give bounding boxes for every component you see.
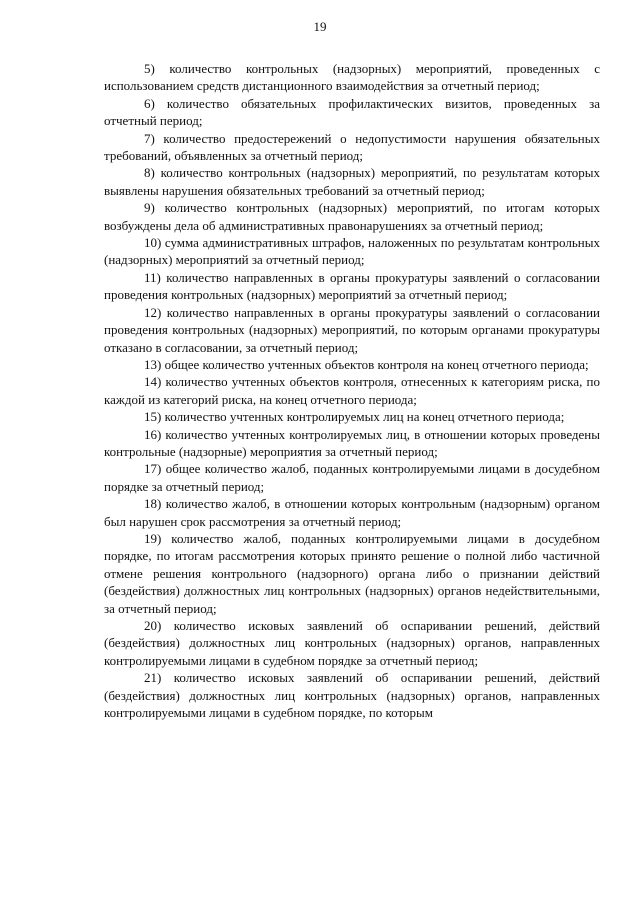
list-item-12: 12) количество направленных в органы прокуратуры заявлений о согласовании проведения контрольных (надзорных) мероприятий, по которым органами прокуратуры отказано в согласовании, за отчетный период; bbox=[104, 304, 600, 355]
list-item-20: 20) количество исковых заявлений об оспаривании решений, действий (бездействия) должностных лиц контрольных (надзорных) органов, направленных контролируемыми лицами в судебном порядке за отчетный период; bbox=[104, 618, 600, 668]
list-item-13: 13) общее количество учтенных объектов контроля на конец отчетного периода; bbox=[144, 356, 589, 372]
document-body bbox=[104, 60, 600, 721]
list-item-21: 21) количество исковых заявлений об оспаривании решений, действий (бездействия) должностных лиц контрольных (надзорных) органов, направленных контролируемыми лицами в судебном порядке, по которым bbox=[104, 670, 600, 721]
list-item-14: 14) количество учтенных объектов контроля, отнесенных к категориям риска, по каждой из категорий риска, на конец отчетного периода; bbox=[104, 374, 600, 407]
list-item-11: 11) количество направленных в органы прокуратуры заявлений о согласовании проведения контрольных (надзорных) мероприятий за отчетный период; bbox=[104, 269, 600, 303]
list-item-10: 10) сумма административных штрафов, наложенных по результатам контрольных (надзорных) мероприятий за отчетный период; bbox=[104, 235, 600, 268]
list-item-7: 7) количество предостережений о недопустимости нарушения обязательных требований, объявленных за отчетный период; bbox=[104, 130, 600, 164]
list-item-8: 8) количество контрольных (надзорных) мероприятий, по результатам которых выявлены нарушения обязательных требований за отчетный период; bbox=[104, 165, 600, 198]
list-item-17: 17) общее количество жалоб, поданных контролируемыми лицами в досудебном порядке за отчетный период; bbox=[104, 461, 600, 494]
list-item-9: 9) количество контрольных (надзорных) мероприятий, по итогам которых возбуждены дела об административных правонарушениях за отчетный период; bbox=[104, 200, 600, 233]
list-item-19: 19) количество жалоб, поданных контролируемыми лицами в досудебном порядке, по итогам рассмотрения которых принято решение о полной либо частичной отмене решения контрольного (надзорного) органа либо о признании действий (бездействия) должностных лиц контрольных (надзорных) органов недействительными, за отчетный период; bbox=[104, 530, 600, 616]
list-item-18: 18) количество жалоб, в отношении которых контрольным (надзорным) органом был нарушен срок рассмотрения за отчетный период; bbox=[104, 496, 600, 529]
list-item-5: 5) количество контрольных (надзорных) мероприятий, проведенных с использованием средств дистанционного взаимодействия за отчетный период; bbox=[104, 61, 600, 94]
list-item-6: 6) количество обязательных профилактических визитов, проведенных за отчетный период; bbox=[104, 95, 600, 129]
list-item-16: 16) количество учтенных контролируемых лиц, в отношении которых проведены контрольные (надзорные) мероприятия за отчетный период; bbox=[104, 426, 600, 459]
page-number: 19 bbox=[313, 19, 327, 34]
list-item-15: 15) количество учтенных контролируемых лиц на конец отчетного периода; bbox=[144, 409, 565, 425]
